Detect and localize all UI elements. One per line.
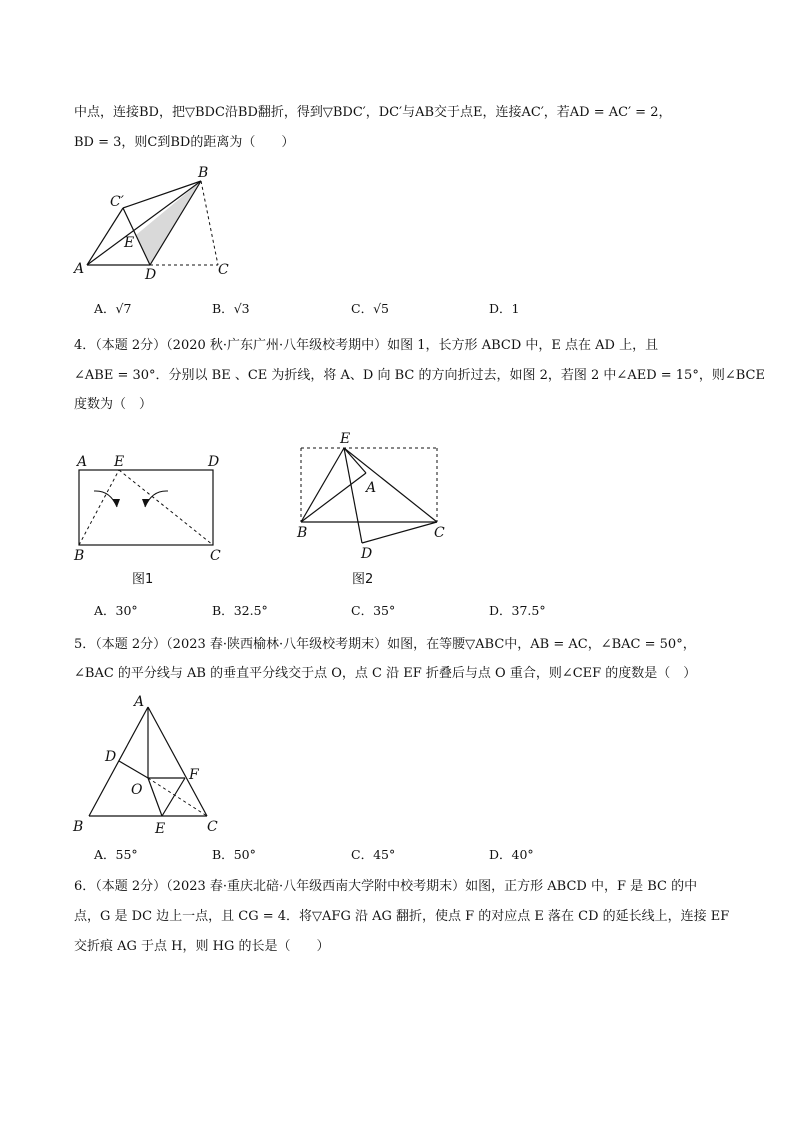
q4-fig2-label-C: C (434, 525, 445, 541)
q5-option-b: B．50° (212, 847, 256, 862)
q3-option-c: C．√5 (351, 301, 389, 316)
q3-option-a: A．√7 (94, 301, 132, 316)
q3-label-A: A (74, 261, 85, 277)
q5-option-c: C．45° (351, 847, 396, 862)
q4-fig1-label-A: A (77, 454, 88, 470)
q4-fig2-label-E: E (340, 431, 351, 447)
q4-fig1-label-B: B (74, 548, 85, 564)
q4-fig2-label-A: A (366, 480, 377, 496)
q4-text-line-3: 度数为（ ） (74, 397, 153, 412)
q5-label-O: O (131, 782, 143, 798)
q5-label-D: D (105, 749, 117, 765)
q5-label-E: E (155, 821, 166, 837)
q5-label-B: B (73, 819, 84, 835)
q4-fig2-label-D: D (361, 546, 373, 562)
q5-label-F: F (189, 767, 199, 783)
q6-text-line-1: 6．（本题 2分）（2023 春·重庆北碚·八年级西南大学附中校考期末）如图，正方形 ABCD 中，F 是 BC 的中 (74, 879, 698, 894)
q3-label-E: E (124, 235, 135, 251)
q5-option-d: D．40° (489, 847, 534, 862)
q5-label-A: A (134, 694, 145, 710)
q4-text-line-2: ∠ABE = 30°．分别以 BE 、CE 为折线，将 A、D 向 BC 的方向折过去，如图 2，若图 2 中∠AED = 15°，则∠BCE (74, 368, 765, 383)
q4-text-line-1: 4．（本题 2分）（2020 秋·广东广州·八年级校考期中）如图 1，长方形 ABCD 中，E 点在 AD 上，且 (74, 338, 659, 353)
q3-label-C-prime: C′ (110, 194, 124, 210)
q4-fig1-label-C: C (210, 548, 221, 564)
q5-label-C: C (207, 819, 218, 835)
q6-text-line-2: 点，G 是 DC 边上一点，且 CG = 4．将▽AFG 沿 AG 翻折，使点 F 的对应点 E 落在 CD 的延长线上，连接 EF (74, 909, 730, 924)
q5-text-line-2: ∠BAC 的平分线与 AB 的垂直平分线交于点 O，点 C 沿 EF 折叠后与点 O 重合，则∠CEF 的度数是（ ） (74, 666, 697, 681)
q4-option-d: D．37.5° (489, 603, 546, 618)
q6-text-line-3: 交折痕 AG 于点 H，则 HG 的长是（ ） (74, 939, 330, 954)
q3-option-d: D．1 (489, 301, 520, 316)
q3-text-line-1: 中点，连接BD，把▽BDC沿BD翻折，得到▽BDC′，DC′与AB交于点E，连接AC′，若AD = AC′ = 2， (74, 105, 672, 120)
q4-option-b: B．32.5° (212, 603, 268, 618)
q4-option-a: A．30° (94, 603, 138, 618)
q4-fig1-caption: 图1 (132, 572, 154, 587)
q3-label-C: C (218, 262, 229, 278)
q3-text-line-2: BD = 3，则C到BD的距离为（ ） (74, 135, 295, 150)
q4-fig1-label-D: D (208, 454, 220, 470)
q3-label-B: B (198, 165, 209, 181)
q3-option-b: B．√3 (212, 301, 250, 316)
q5-option-a: A．55° (94, 847, 138, 862)
q4-fig2-caption: 图2 (352, 572, 374, 587)
q4-fig1-label-E: E (114, 454, 125, 470)
q4-option-c: C．35° (351, 603, 396, 618)
q5-text-line-1: 5．（本题 2分）（2023 春·陕西榆林·八年级校考期末）如图，在等腰▽ABC中，AB = AC，∠BAC = 50°， (74, 637, 696, 652)
q4-fig2-label-B: B (297, 525, 308, 541)
q3-label-D: D (145, 267, 157, 283)
